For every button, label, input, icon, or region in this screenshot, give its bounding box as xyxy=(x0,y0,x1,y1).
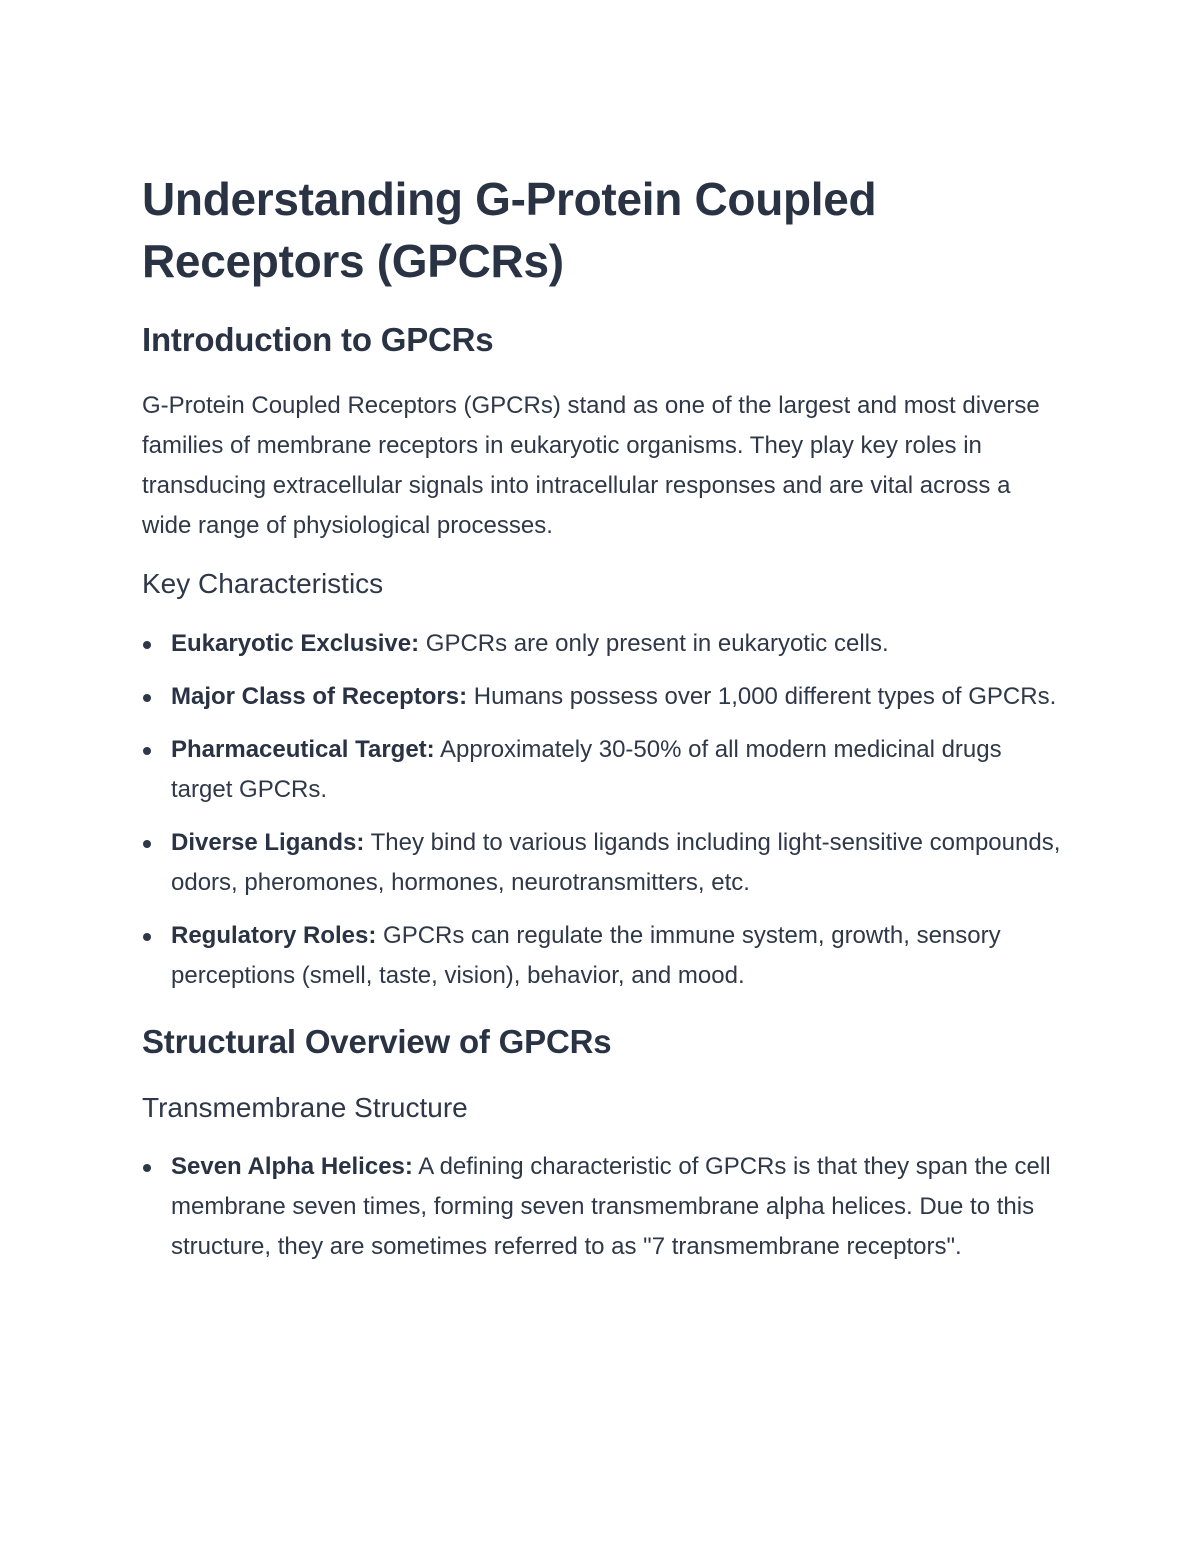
subheading-transmembrane-structure: Transmembrane Structure xyxy=(142,1092,468,1123)
bullet-icon xyxy=(143,933,151,941)
section-heading-introduction: Introduction to GPCRs xyxy=(142,321,494,358)
list-item-term: Diverse Ligands: xyxy=(171,829,365,856)
bullet-icon xyxy=(143,641,151,649)
list-item-term: Seven Alpha Helices: xyxy=(171,1153,413,1180)
bullet-icon xyxy=(143,747,151,755)
document-title: Understanding G-Protein Coupled Receptors (GPCRs) xyxy=(142,173,877,287)
document-page xyxy=(142,168,1062,1280)
bullet-icon xyxy=(143,694,151,702)
list-item xyxy=(142,624,1062,664)
list-item-text: They bind to various ligands including light-sensitive compounds, odors, pheromones, hormones, neurotransmitters, etc. xyxy=(171,829,1061,896)
bullet-icon xyxy=(143,1164,151,1172)
list-item-term: Pharmaceutical Target: xyxy=(171,736,435,763)
list-item-text: A defining characteristic of GPCRs is that they span the cell membrane seven times, forming seven transmembrane alpha helices. Due to this structure, they are sometimes referred to as "7 transmembrane receptors". xyxy=(171,1153,1051,1260)
bullet-icon xyxy=(143,840,151,848)
subheading-key-characteristics: Key Characteristics xyxy=(142,568,384,599)
list-item-text: GPCRs can regulate the immune system, growth, sensory perceptions (smell, taste, vision), behavior, and mood. xyxy=(171,922,1001,989)
list-item xyxy=(142,916,1062,996)
list-item xyxy=(142,1147,1062,1267)
list-item-text: GPCRs are only present in eukaryotic cells. xyxy=(419,630,889,657)
list-item xyxy=(142,823,1062,903)
section-heading-structural-overview: Structural Overview of GPCRs xyxy=(142,1023,612,1060)
transmembrane-list xyxy=(142,1147,1062,1267)
list-item-term: Eukaryotic Exclusive: xyxy=(171,630,420,657)
list-item-term: Regulatory Roles: xyxy=(171,922,377,949)
list-item-text: Humans possess over 1,000 different types of GPCRs. xyxy=(467,683,1057,710)
intro-paragraph: G-Protein Coupled Receptors (GPCRs) stand as one of the largest and most diverse families of membrane receptors in eukaryotic organisms. They play key roles in transducing extracellular signals into intracellular responses and are vital across a wide range of physiological processes. xyxy=(142,392,1040,539)
key-characteristics-list xyxy=(142,624,1062,996)
list-item-text: Approximately 30-50% of all modern medicinal drugs target GPCRs. xyxy=(171,736,1002,803)
list-item-term: Major Class of Receptors: xyxy=(171,683,468,710)
list-item xyxy=(142,677,1062,717)
list-item xyxy=(142,730,1062,810)
